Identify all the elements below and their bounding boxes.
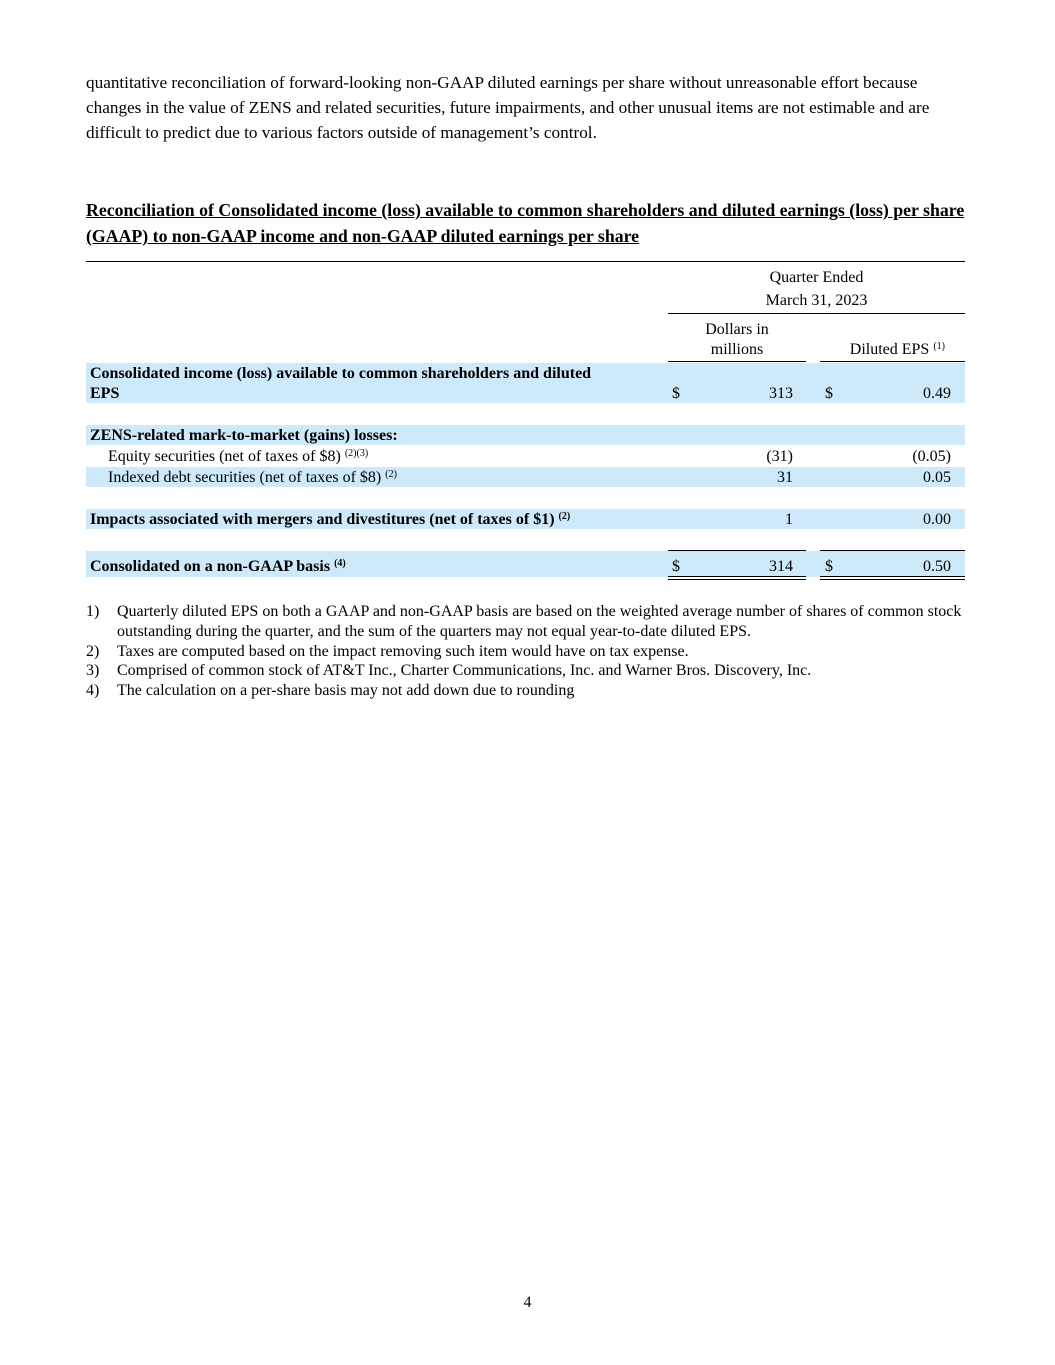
row-indexed-label <box>108 468 397 488</box>
footnote-4-text: The calculation on a per-share basis may not add down due to rounding <box>117 682 575 700</box>
row-zens-label: ZENS-related mark-to-market (gains) losses: <box>90 427 398 444</box>
row-consolidated-label-line1: Consolidated income (loss) available to common shareholders and diluted <box>90 365 592 382</box>
col2-header-sup: (1) <box>933 341 945 352</box>
col2-header-label: Diluted EPS <box>849 341 930 358</box>
footnote-1 <box>86 602 966 642</box>
period-header-line1: Quarter Ended <box>769 269 864 286</box>
row-equity-label-text: Equity securities (net of taxes of $8) <box>108 448 341 465</box>
row-equity-value1: (31) <box>766 448 793 465</box>
footnote-2-text: Taxes are computed based on the impact removing such item would have on tax expense. <box>117 642 689 660</box>
period-header-rule <box>668 313 965 314</box>
row-indexed-label-text: Indexed debt securities (net of taxes of $8) <box>108 469 382 486</box>
footnote-3 <box>86 661 966 681</box>
row-nongaap-dollar1: $ <box>672 558 680 575</box>
col2-header-rule <box>820 361 965 362</box>
row-mergers-value1: 1 <box>785 511 793 528</box>
row-nongaap-label-text: Consolidated on a non-GAAP basis <box>90 558 331 575</box>
period-header-line2: March 31, 2023 <box>765 292 868 309</box>
footnote-1-num: 1) <box>86 603 100 620</box>
footnote-3-num: 3) <box>86 662 100 680</box>
footnote-4 <box>86 681 966 701</box>
row-consolidated-dollar1: $ <box>672 385 680 402</box>
row-mergers-value2: 0.00 <box>923 511 951 528</box>
intro-paragraph: quantitative reconciliation of forward-looking non-GAAP diluted earnings per share without unreasonable effort because changes in the value of ZENS and related securities, future impairments, and other unusual items are not estimable and are difficult to predict due to various factors outside of management’s control. <box>86 73 930 142</box>
row-indexed-sup: (2) <box>385 469 397 480</box>
total-double-rule-col1-a <box>668 576 806 577</box>
row-mergers-label-text: Impacts associated with mergers and divestitures (net of taxes of $1) <box>90 511 555 528</box>
row-nongaap-value2: 0.50 <box>923 558 951 575</box>
footnote-2 <box>86 642 966 662</box>
row-consolidated-dollar2: $ <box>825 385 833 402</box>
total-double-rule-col1-b <box>668 579 806 580</box>
footnotes <box>86 602 966 701</box>
row-equity-label <box>108 447 368 467</box>
total-top-rule-col2 <box>820 550 965 551</box>
footnote-2-num: 2) <box>86 642 100 660</box>
footnote-3-text: Comprised of common stock of AT&T Inc., Charter Communications, Inc. and Warner Bros. Discovery, Inc. <box>117 662 812 680</box>
row-equity-value2: (0.05) <box>912 448 951 465</box>
row-mergers-sup: (2) <box>558 511 571 522</box>
total-double-rule-col2-a <box>820 576 965 577</box>
col1-header-line2: millions <box>710 341 764 358</box>
col1-header-rule <box>668 361 806 362</box>
row-consolidated-value1: 313 <box>769 385 793 402</box>
footnote-4-num: 4) <box>86 682 100 700</box>
row-nongaap-label <box>90 557 346 577</box>
row-consolidated-value2: 0.49 <box>923 385 951 402</box>
table-top-rule <box>86 261 965 262</box>
row-nongaap-dollar2: $ <box>825 558 833 575</box>
row-equity-sup: (2)(3) <box>344 448 369 459</box>
row-mergers-label <box>90 510 570 530</box>
total-top-rule-col1 <box>668 550 806 551</box>
row-nongaap-value1: 314 <box>769 558 793 575</box>
row-indexed-value1: 31 <box>777 469 793 486</box>
total-double-rule-col2-b <box>820 579 965 580</box>
row-nongaap-sup: (4) <box>334 558 346 569</box>
row-consolidated-label-line2: EPS <box>90 385 120 402</box>
col2-header <box>820 339 945 361</box>
row-indexed-value2: 0.05 <box>923 469 951 486</box>
page-number: 4 <box>523 1294 532 1311</box>
footnote-1-text: Quarterly diluted EPS on both a GAAP and non-GAAP basis are based on the weighted average number of shares of common stock outstanding during the quarter, and the sum of the quarters may not equal year-to-date diluted EPS. <box>117 603 962 640</box>
col1-header-line1: Dollars in <box>705 321 769 338</box>
table-heading: Reconciliation of Consolidated income (loss) available to common shareholders and diluted earnings (loss) per share (GAAP) to non-GAAP income and non-GAAP diluted earnings per share <box>86 200 965 246</box>
